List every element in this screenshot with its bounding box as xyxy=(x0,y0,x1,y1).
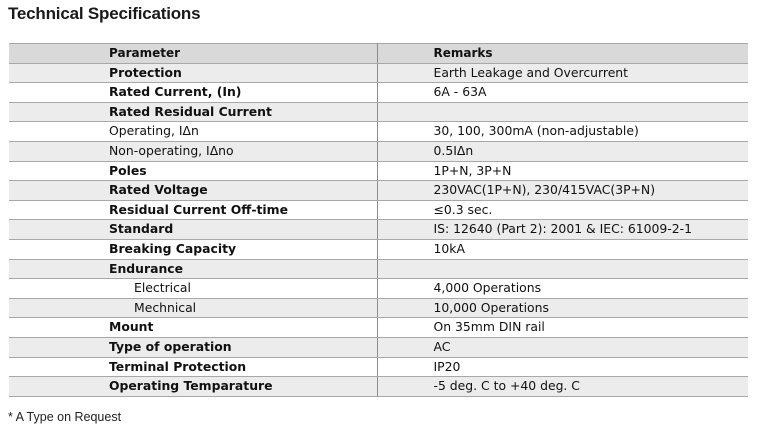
page-title: Technical Specifications xyxy=(8,4,201,23)
table-row xyxy=(9,279,748,299)
remark-cell: 4,000 Operations xyxy=(377,279,748,299)
header-remarks: Remarks xyxy=(377,44,748,64)
parameter-cell: Mount xyxy=(9,318,377,338)
parameter-cell: Endurance xyxy=(9,259,377,279)
table-row xyxy=(9,200,748,220)
remark-cell: 1P+N, 3P+N xyxy=(377,161,748,181)
parameter-cell: Rated Voltage xyxy=(9,181,377,201)
table-row xyxy=(9,298,748,318)
remark-cell: 6A - 63A xyxy=(377,83,748,103)
header-parameter: Parameter xyxy=(9,44,377,64)
parameter-cell: Poles xyxy=(9,161,377,181)
table-row xyxy=(9,239,748,259)
parameter-cell: Operating, IΔn xyxy=(9,122,377,142)
remark-cell: On 35mm DIN rail xyxy=(377,318,748,338)
parameter-cell: Protection xyxy=(9,63,377,83)
remark-cell: AC xyxy=(377,337,748,357)
table-row xyxy=(9,181,748,201)
table-row xyxy=(9,141,748,161)
remark-cell: IP20 xyxy=(377,357,748,377)
remark-cell: ≤0.3 sec. xyxy=(377,200,748,220)
specifications-table xyxy=(9,43,748,397)
remark-cell: 10kA xyxy=(377,239,748,259)
table-row xyxy=(9,63,748,83)
remark-cell: 10,000 Operations xyxy=(377,298,748,318)
table-row xyxy=(9,259,748,279)
table-row xyxy=(9,377,748,397)
parameter-cell: Non-operating, IΔno xyxy=(9,141,377,161)
parameter-cell: Terminal Protection xyxy=(9,357,377,377)
remark-cell xyxy=(377,259,748,279)
remark-cell: IS: 12640 (Part 2): 2001 & IEC: 61009-2-1 xyxy=(377,220,748,240)
table-row xyxy=(9,102,748,122)
table-row xyxy=(9,337,748,357)
table-row xyxy=(9,161,748,181)
table-header-row xyxy=(9,44,748,64)
footnote: * A Type on Request xyxy=(8,410,122,424)
parameter-cell: Type of operation xyxy=(9,337,377,357)
table-row xyxy=(9,357,748,377)
parameter-cell: Rated Current, (In) xyxy=(9,83,377,103)
parameter-cell: Rated Residual Current xyxy=(9,102,377,122)
table-row xyxy=(9,83,748,103)
remark-cell: 30, 100, 300mA (non-adjustable) xyxy=(377,122,748,142)
parameter-cell: Electrical xyxy=(9,279,377,299)
remark-cell xyxy=(377,102,748,122)
parameter-cell: Standard xyxy=(9,220,377,240)
parameter-cell: Breaking Capacity xyxy=(9,239,377,259)
table-row xyxy=(9,122,748,142)
remark-cell: -5 deg. C to +40 deg. C xyxy=(377,377,748,397)
remark-cell: Earth Leakage and Overcurrent xyxy=(377,63,748,83)
remark-cell: 230VAC(1P+N), 230/415VAC(3P+N) xyxy=(377,181,748,201)
table-row xyxy=(9,220,748,240)
remark-cell: 0.5IΔn xyxy=(377,141,748,161)
table-body xyxy=(9,63,748,396)
parameter-cell: Residual Current Off-time xyxy=(9,200,377,220)
parameter-cell: Operating Temparature xyxy=(9,377,377,397)
parameter-cell: Mechnical xyxy=(9,298,377,318)
table-row xyxy=(9,318,748,338)
